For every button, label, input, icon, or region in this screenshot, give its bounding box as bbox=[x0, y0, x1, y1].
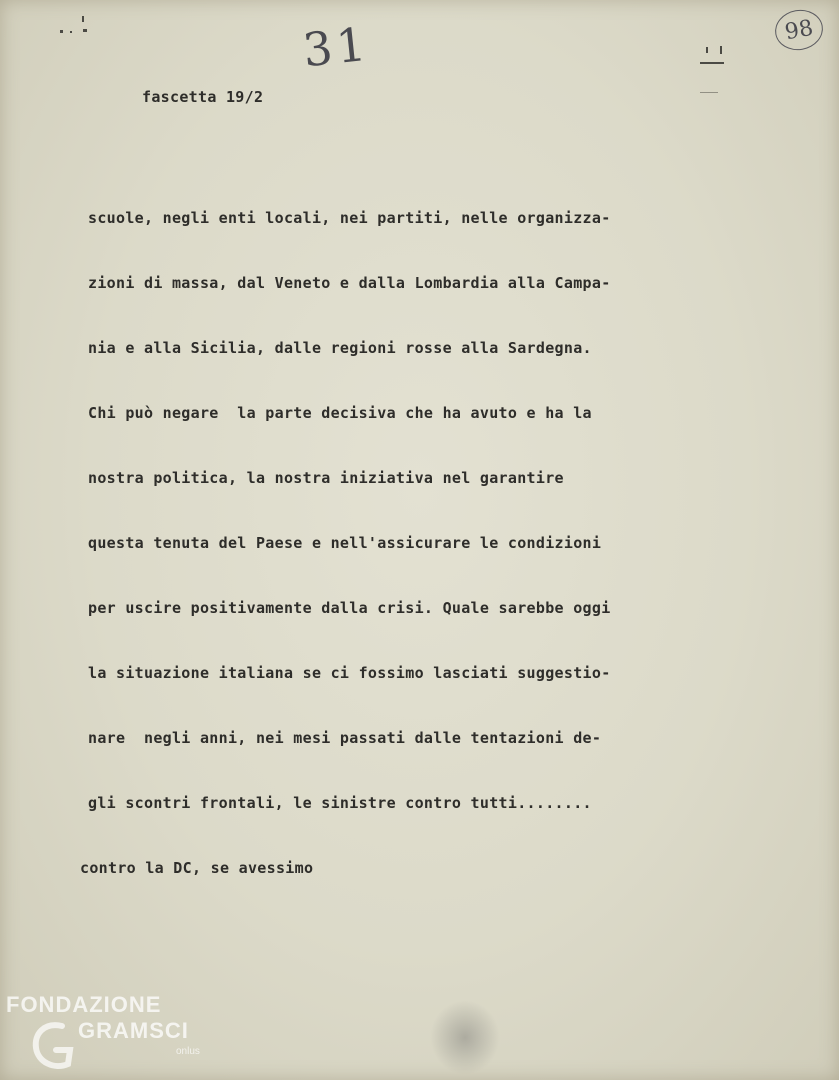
svg-text:GRAMSCI: GRAMSCI bbox=[78, 1018, 189, 1043]
ink-mark bbox=[720, 46, 722, 54]
ink-mark bbox=[700, 62, 724, 64]
document-heading: fascetta 19/2 bbox=[142, 88, 264, 106]
circled-page-number bbox=[772, 6, 826, 54]
fingerprint-smudge bbox=[430, 1000, 500, 1075]
ink-mark bbox=[706, 47, 708, 53]
ink-mark bbox=[70, 31, 72, 33]
text-line: contro la DC, se avessimo bbox=[80, 859, 314, 877]
text-line: questa tenuta del Paese e nell'assicurare le condizioni bbox=[88, 534, 602, 552]
text-line: gli scontri frontali, le sinistre contro tutti........ bbox=[88, 794, 592, 812]
typed-body-text bbox=[80, 168, 611, 919]
ink-mark bbox=[83, 29, 87, 32]
text-line: la situazione italiana se ci fossimo lasciati suggestio- bbox=[88, 664, 611, 682]
handwritten-page-number: 31 bbox=[300, 16, 373, 78]
svg-text:onlus: onlus bbox=[176, 1046, 200, 1057]
text-line: scuole, negli enti locali, nei partiti, nelle organizza- bbox=[88, 209, 611, 227]
text-line: per uscire positivamente dalla crisi. Quale sarebbe oggi bbox=[88, 599, 611, 617]
fondazione-gramsci-logo bbox=[4, 990, 214, 1075]
text-line: nostra politica, la nostra iniziativa nel garantire bbox=[88, 469, 564, 487]
text-line: nia e alla Sicilia, dalle regioni rosse alla Sardegna. bbox=[88, 339, 592, 357]
text-line: nare negli anni, nei mesi passati dalle tentazioni de- bbox=[88, 729, 602, 747]
text-line: Chi può negare la parte decisiva che ha avuto e ha la bbox=[88, 404, 592, 422]
ink-mark bbox=[60, 30, 63, 33]
ink-mark bbox=[82, 16, 84, 22]
svg-text:FONDAZIONE: FONDAZIONE bbox=[6, 992, 162, 1017]
circled-page-number-text: 98 bbox=[783, 15, 815, 45]
ink-mark bbox=[700, 92, 718, 93]
text-line: zioni di massa, dal Veneto e dalla Lombardia alla Campa- bbox=[88, 274, 611, 292]
